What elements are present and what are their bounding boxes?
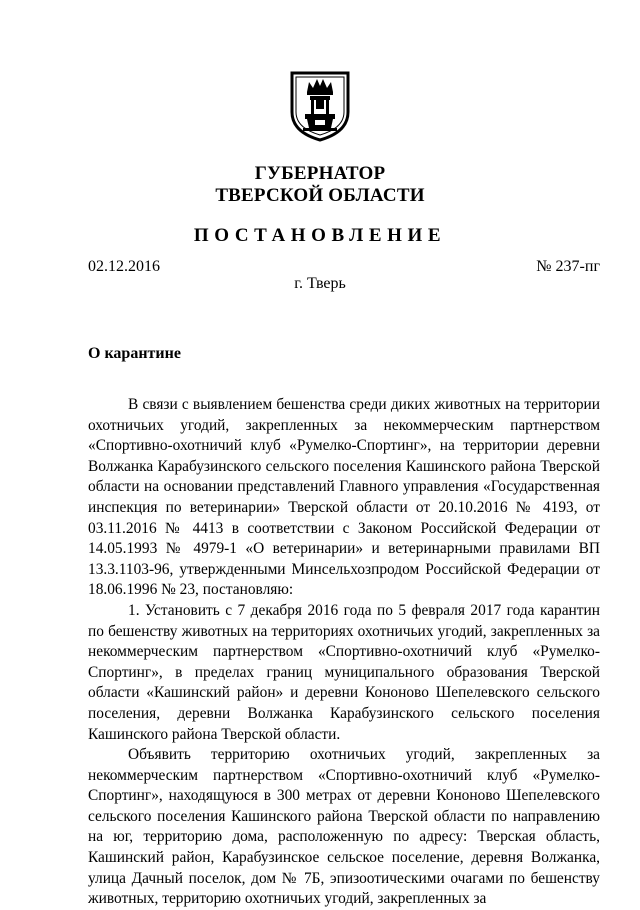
body-paragraph: В связи с выявлением бешенства среди диких животных на территории охотничьих угодий, закрепленных за некоммерческим партнерством «Спортивно-охотничий клуб «Румелко-Спортинг», на территории деревни Волжанка Карабузинского сельского поселения Кашинского района Тверской области на основании представлений Главного управления «Государственная инспекция по ветеринарии» Тверской области от 20.10.2016 № 4193, от 03.11.2016 № 4413 в соответствии с Законом Российской Федерации от 14.05.1993 № 4979-1 «О ветеринарии» и ветеринарными правилами ВП 13.3.1103-96, утвержденными Минсельхозпродом Российской Федерации от 18.06.1996 № 23, постановляю:: [88, 396, 600, 599]
header-title-line2: ТВЕРСКОЙ ОБЛАСТИ: [215, 185, 425, 206]
document-city: г. Тверь: [294, 275, 346, 292]
document-type: ПОСТАНОВЛЕНИЕ: [193, 225, 447, 246]
document-number: № 237-пг: [536, 258, 600, 275]
document-date: 02.12.2016: [88, 258, 160, 275]
document-subject: О карантине: [88, 345, 181, 362]
header-title-line1: ГУБЕРНАТОР: [254, 163, 386, 184]
body-paragraph: Объявить территорию охотничьих угодий, закрепленных за некоммерческим партнерством «Спортивно-охотничий клуб «Румелко-Спортинг», находящуюся в 300 метрах от деревни Кононово Шепелевского сельского поселения Кашинского района Тверской области по направлению на юг, территорию дома, расположенную по адресу: Тверская область, Кашинский район, Карабузинское сельское поселение, деревня Волжанка, улица Дачный поселок, дом № 7Б, эпизоотическими очагами по бешенству животных, территорию охотничьих угодий, закрепленных за: [88, 746, 600, 908]
body-paragraph: 1. Установить с 7 декабря 2016 года по 5 февраля 2017 года карантин по бешенству животных на территориях охотничьих угодий, закрепленных за некоммерческим партнерством «Спортивно-охотничий клуб «Румелко-Спортинг», в пределах границ муниципального образования Тверской области «Кашинский район» и деревни Кононово Шепелевского сельского поселения, деревни Волжанка Карабузинского сельского поселения Кашинского района Тверской области.: [88, 601, 600, 743]
tver-coat-of-arms-icon: [289, 70, 351, 142]
document-body: [88, 395, 600, 910]
